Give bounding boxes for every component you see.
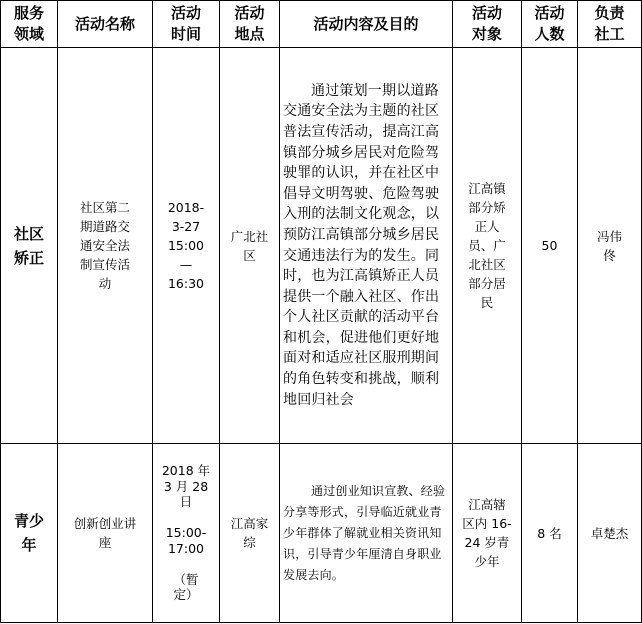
row-name: 创新创业讲 座 <box>58 444 153 623</box>
row-place: 广北社 区 <box>220 48 280 444</box>
header-area: 服务 领域 <box>1 1 58 48</box>
row-worker: 冯伟 佟 <box>578 48 642 444</box>
header-count: 活动 人数 <box>522 1 578 48</box>
row-name: 社区第二 期道路交 通安全法 制宣传活 动 <box>58 48 153 444</box>
row-area: 青少 年 <box>1 444 58 623</box>
row-time: 2018 年 3 月 28 日 15:00- 17:00 （暂 定） <box>153 444 220 623</box>
row-target: 江高辖 区内 16- 24 岁青 少年 <box>453 444 522 623</box>
row-target: 江高镇 部分矫 正人 员、广 北社区 部分居 民 <box>453 48 522 444</box>
table-row <box>1 48 642 444</box>
header-name: 活动名称 <box>58 1 153 48</box>
header-content: 活动内容及目的 <box>280 1 453 48</box>
row-content-text: 通过创业知识宣教、经验分享等形式，引导临近就业青少年群体了解就业相关资讯知识，引导青少年厘清自身职业发展去向。 <box>283 483 446 582</box>
row-content-text: 通过策划一期以道路交通安全法为主题的社区普法宣传活动，提高江高镇部分城乡居民对危险驾驶罪的认识，并在社区中倡导文明驾驶、危险驾驶入刑的法制文化观念，以预防江高镇部分城乡居民交通违法行为的发生。同时，也为江高镇矫正人员提供一个融入社区、作出个人社区贡献的活动平台和机会，促进他们更好地面对和适应社区服刑期间的角色转变和挑战，顺利地回归社会 <box>283 82 440 408</box>
row-count: 8 名 <box>522 444 578 623</box>
header-place: 活动 地点 <box>220 1 280 48</box>
row-content <box>280 444 453 623</box>
header-target: 活动 对象 <box>453 1 522 48</box>
header-worker: 负责 社工 <box>578 1 642 48</box>
row-time: 2018- 3-27 15:00 — 16:30 <box>153 48 220 444</box>
table-row <box>1 444 642 623</box>
row-place: 江高家 综 <box>220 444 280 623</box>
row-worker: 卓楚杰 <box>578 444 642 623</box>
row-area: 社区 矫正 <box>1 48 58 444</box>
header-time: 活动 时间 <box>153 1 220 48</box>
row-content <box>280 48 453 444</box>
header-row <box>1 1 642 48</box>
row-count: 50 <box>522 48 578 444</box>
